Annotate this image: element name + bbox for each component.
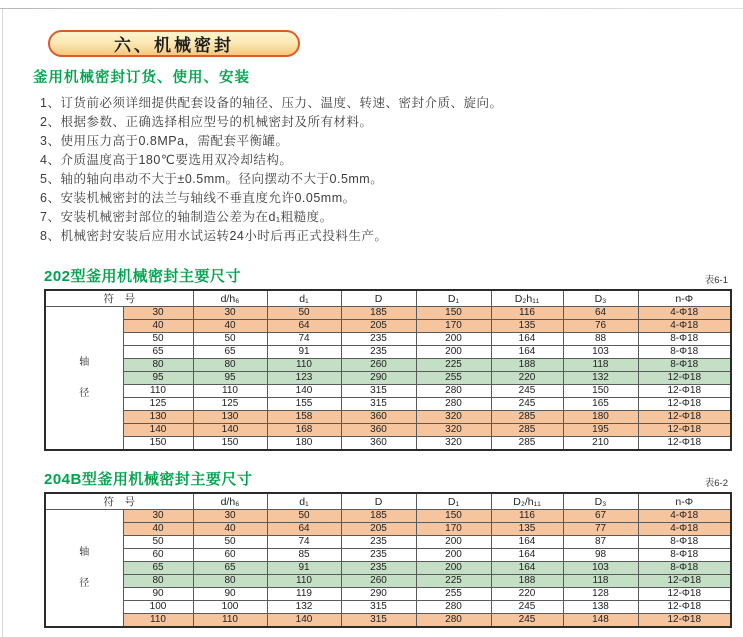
table-cell: 110 [123, 614, 193, 628]
table-cell: 60 [193, 549, 267, 562]
table-cell: 158 [267, 411, 341, 424]
column-header: D₂h₁₁ [491, 290, 563, 307]
table-cell: 220 [491, 372, 563, 385]
table-cell: 8-Φ18 [638, 549, 731, 562]
table-cell: 8-Φ18 [638, 346, 731, 359]
table-cell: 225 [416, 575, 491, 588]
table-cell: 65 [123, 346, 193, 359]
table-cell: 164 [491, 549, 563, 562]
table-cell: 150 [563, 385, 638, 398]
table-row [45, 588, 731, 601]
table-cell: 60 [123, 549, 193, 562]
table-cell: 164 [491, 333, 563, 346]
table-cell: 12-Φ18 [638, 424, 731, 437]
table-row [45, 523, 731, 536]
table-cell: 76 [563, 320, 638, 333]
table-cell: 315 [341, 614, 416, 628]
table-cell: 225 [416, 359, 491, 372]
table-cell: 12-Φ18 [638, 411, 731, 424]
table-cell: 110 [267, 359, 341, 372]
table-cell: 80 [123, 575, 193, 588]
table-cell: 315 [341, 601, 416, 614]
table-row [45, 411, 731, 424]
table-row [45, 575, 731, 588]
table-cell: 360 [341, 411, 416, 424]
table-cell: 360 [341, 424, 416, 437]
column-header: D₂/h₁₁ [491, 493, 563, 510]
instruction-item: 8、机械密封安装后应用水试运转24小时后再正式投料生产。 [40, 229, 388, 243]
table-cell: 40 [123, 320, 193, 333]
table-cell: 65 [193, 562, 267, 575]
table-cell: 164 [491, 536, 563, 549]
table-cell: 91 [267, 562, 341, 575]
table-cell: 100 [193, 601, 267, 614]
column-header: D₃ [563, 290, 638, 307]
table-cell: 195 [563, 424, 638, 437]
table-cell: 50 [123, 333, 193, 346]
table2-heading-row [44, 468, 730, 489]
page-edge-left [2, 9, 3, 637]
table-cell: 210 [563, 437, 638, 451]
table-cell: 235 [341, 536, 416, 549]
table-cell: 95 [123, 372, 193, 385]
page-edge-top [0, 8, 743, 9]
table-cell: 185 [341, 307, 416, 320]
table-cell: 50 [267, 307, 341, 320]
table-cell: 74 [267, 333, 341, 346]
table-cell: 320 [416, 411, 491, 424]
table-cell: 125 [123, 398, 193, 411]
table-cell: 180 [267, 437, 341, 451]
table-cell: 150 [123, 437, 193, 451]
table2-title: 204B型釜用机械密封主要尺寸 [44, 471, 253, 488]
table-row [45, 601, 731, 614]
table-cell: 77 [563, 523, 638, 536]
table-cell: 235 [341, 346, 416, 359]
table-cell: 74 [267, 536, 341, 549]
table2-dimensions [44, 492, 732, 628]
table-cell: 260 [341, 575, 416, 588]
table-cell: 188 [491, 359, 563, 372]
table-cell: 50 [193, 536, 267, 549]
table-cell: 135 [491, 523, 563, 536]
table-cell: 8-Φ18 [638, 562, 731, 575]
table-cell: 150 [416, 510, 491, 523]
instruction-item: 4、介质温度高于180℃要选用双冷却结构。 [40, 153, 293, 167]
table1-heading-row [44, 265, 730, 286]
table-row [45, 549, 731, 562]
table-cell: 40 [193, 320, 267, 333]
column-header-symbol: 符 号 [45, 493, 193, 510]
column-header: D [341, 290, 416, 307]
table-cell: 110 [267, 575, 341, 588]
table-cell: 65 [193, 346, 267, 359]
instruction-item: 1、订货前必须详细提供配套设备的轴径、压力、温度、转速、密封介质、旋向。 [40, 96, 503, 110]
table-cell: 290 [341, 372, 416, 385]
table-row [45, 424, 731, 437]
table-cell: 200 [416, 536, 491, 549]
table-cell: 116 [491, 307, 563, 320]
table-cell: 168 [267, 424, 341, 437]
table-row [45, 320, 731, 333]
table-cell: 155 [267, 398, 341, 411]
table-cell: 132 [267, 601, 341, 614]
table-cell: 8-Φ18 [638, 333, 731, 346]
table-cell: 50 [193, 333, 267, 346]
table-cell: 245 [491, 385, 563, 398]
table1-label: 表6-1 [704, 275, 728, 286]
instruction-item: 2、根据参数、正确选择相应型号的机械密封及所有材料。 [40, 115, 373, 129]
table-cell: 30 [193, 510, 267, 523]
table-cell: 150 [416, 307, 491, 320]
table-row [45, 346, 731, 359]
table-cell: 140 [267, 385, 341, 398]
column-header: n-Φ [638, 290, 731, 307]
table-cell: 165 [563, 398, 638, 411]
table-cell: 80 [193, 575, 267, 588]
table-cell: 315 [341, 398, 416, 411]
table-cell: 130 [193, 411, 267, 424]
column-header: D [341, 493, 416, 510]
table-cell: 103 [563, 562, 638, 575]
instruction-item: 5、轴的轴向串动不大于±0.5mm。径向摆动不大于0.5mm。 [40, 172, 384, 186]
table-cell: 110 [123, 385, 193, 398]
table-header-row [45, 290, 731, 307]
column-header: d/h₆ [193, 493, 267, 510]
table-cell: 110 [193, 385, 267, 398]
table1-dimensions [44, 289, 732, 451]
table-cell: 85 [267, 549, 341, 562]
table-cell: 12-Φ18 [638, 398, 731, 411]
table-cell: 170 [416, 320, 491, 333]
table-cell: 135 [491, 320, 563, 333]
table-header-row [45, 493, 731, 510]
table-cell: 200 [416, 562, 491, 575]
table-cell: 188 [491, 575, 563, 588]
table-cell: 4-Φ18 [638, 320, 731, 333]
table-cell: 285 [491, 424, 563, 437]
table-cell: 140 [267, 614, 341, 628]
table-row [45, 385, 731, 398]
table-cell: 80 [123, 359, 193, 372]
table-cell: 64 [563, 307, 638, 320]
table-cell: 200 [416, 346, 491, 359]
table-cell: 50 [123, 536, 193, 549]
table-cell: 245 [491, 398, 563, 411]
table-cell: 164 [491, 562, 563, 575]
table-cell: 88 [563, 333, 638, 346]
column-header: d/h₆ [193, 290, 267, 307]
table-cell: 30 [193, 307, 267, 320]
axis-label: 轴 径 [45, 510, 123, 628]
table-cell: 360 [341, 437, 416, 451]
table-cell: 100 [123, 601, 193, 614]
table-cell: 132 [563, 372, 638, 385]
table-row [45, 372, 731, 385]
table-cell: 110 [193, 614, 267, 628]
table-row [45, 437, 731, 451]
table-cell: 50 [267, 510, 341, 523]
table-cell: 285 [491, 437, 563, 451]
column-header: d₁ [267, 290, 341, 307]
table-cell: 80 [193, 359, 267, 372]
table-cell: 8-Φ18 [638, 536, 731, 549]
instruction-item: 6、安装机械密封的法兰与轴线不垂直度允许0.05mm。 [40, 191, 356, 205]
table-cell: 118 [563, 359, 638, 372]
table-cell: 280 [416, 614, 491, 628]
table-row [45, 359, 731, 372]
table-cell: 150 [193, 437, 267, 451]
column-header: D₃ [563, 493, 638, 510]
table-cell: 118 [563, 575, 638, 588]
table-cell: 98 [563, 549, 638, 562]
subsection-heading: 釜用机械密封订货、使用、安装 [33, 70, 250, 86]
table-cell: 12-Φ18 [638, 372, 731, 385]
table-cell: 220 [491, 588, 563, 601]
table-cell: 12-Φ18 [638, 601, 731, 614]
section-banner-title: 六、机械密封 [114, 36, 234, 55]
table-cell: 123 [267, 372, 341, 385]
table-cell: 12-Φ18 [638, 588, 731, 601]
table-cell: 95 [193, 372, 267, 385]
column-header: D₁ [416, 493, 491, 510]
table-cell: 245 [491, 614, 563, 628]
table-cell: 12-Φ18 [638, 614, 731, 628]
table-cell: 125 [193, 398, 267, 411]
table-cell: 164 [491, 346, 563, 359]
table-cell: 205 [341, 320, 416, 333]
table-cell: 235 [341, 549, 416, 562]
table-cell: 280 [416, 398, 491, 411]
table-cell: 67 [563, 510, 638, 523]
table-cell: 103 [563, 346, 638, 359]
table-cell: 235 [341, 333, 416, 346]
table-cell: 30 [123, 307, 193, 320]
table-row [45, 333, 731, 346]
table-cell: 130 [123, 411, 193, 424]
table-cell: 290 [341, 588, 416, 601]
table-cell: 255 [416, 588, 491, 601]
table-cell: 8-Φ18 [638, 359, 731, 372]
table-cell: 64 [267, 320, 341, 333]
table-cell: 40 [123, 523, 193, 536]
table-cell: 180 [563, 411, 638, 424]
table-cell: 315 [341, 385, 416, 398]
column-header: n-Φ [638, 493, 731, 510]
column-header: D₁ [416, 290, 491, 307]
table-cell: 138 [563, 601, 638, 614]
table-cell: 140 [193, 424, 267, 437]
table-row [45, 614, 731, 628]
table-cell: 200 [416, 549, 491, 562]
table-row [45, 536, 731, 549]
table-cell: 116 [491, 510, 563, 523]
table-cell: 91 [267, 346, 341, 359]
table-cell: 280 [416, 601, 491, 614]
table-cell: 140 [123, 424, 193, 437]
table-cell: 320 [416, 424, 491, 437]
table-cell: 12-Φ18 [638, 385, 731, 398]
table-cell: 40 [193, 523, 267, 536]
table2-label: 表6-2 [704, 478, 728, 489]
table-cell: 205 [341, 523, 416, 536]
axis-label: 轴 径 [45, 307, 123, 451]
table-cell: 260 [341, 359, 416, 372]
table-cell: 12-Φ18 [638, 575, 731, 588]
table-cell: 255 [416, 372, 491, 385]
table-row [45, 307, 731, 320]
table-cell: 64 [267, 523, 341, 536]
table-row [45, 562, 731, 575]
table-cell: 185 [341, 510, 416, 523]
table-cell: 12-Φ18 [638, 437, 731, 451]
table-cell: 65 [123, 562, 193, 575]
column-header: d₁ [267, 493, 341, 510]
table-cell: 170 [416, 523, 491, 536]
section-banner [48, 30, 300, 57]
table-row [45, 510, 731, 523]
table-cell: 235 [341, 562, 416, 575]
table-cell: 280 [416, 385, 491, 398]
table-cell: 128 [563, 588, 638, 601]
table-cell: 200 [416, 333, 491, 346]
table-cell: 119 [267, 588, 341, 601]
table1-title: 202型釜用机械密封主要尺寸 [44, 268, 242, 285]
instruction-item: 7、安装机械密封部位的轴制造公差为在d₁粗糙度。 [40, 210, 333, 224]
table-cell: 30 [123, 510, 193, 523]
table-cell: 90 [123, 588, 193, 601]
table-cell: 148 [563, 614, 638, 628]
table-row [45, 398, 731, 411]
table-cell: 245 [491, 601, 563, 614]
column-header-symbol: 符 号 [45, 290, 193, 307]
table-cell: 90 [193, 588, 267, 601]
table-cell: 4-Φ18 [638, 523, 731, 536]
table-cell: 4-Φ18 [638, 307, 731, 320]
table-cell: 87 [563, 536, 638, 549]
table-cell: 320 [416, 437, 491, 451]
table-cell: 4-Φ18 [638, 510, 731, 523]
table-cell: 285 [491, 411, 563, 424]
instruction-list [40, 94, 743, 246]
instruction-item: 3、使用压力高于0.8MPa，需配套平衡罐。 [40, 134, 289, 148]
